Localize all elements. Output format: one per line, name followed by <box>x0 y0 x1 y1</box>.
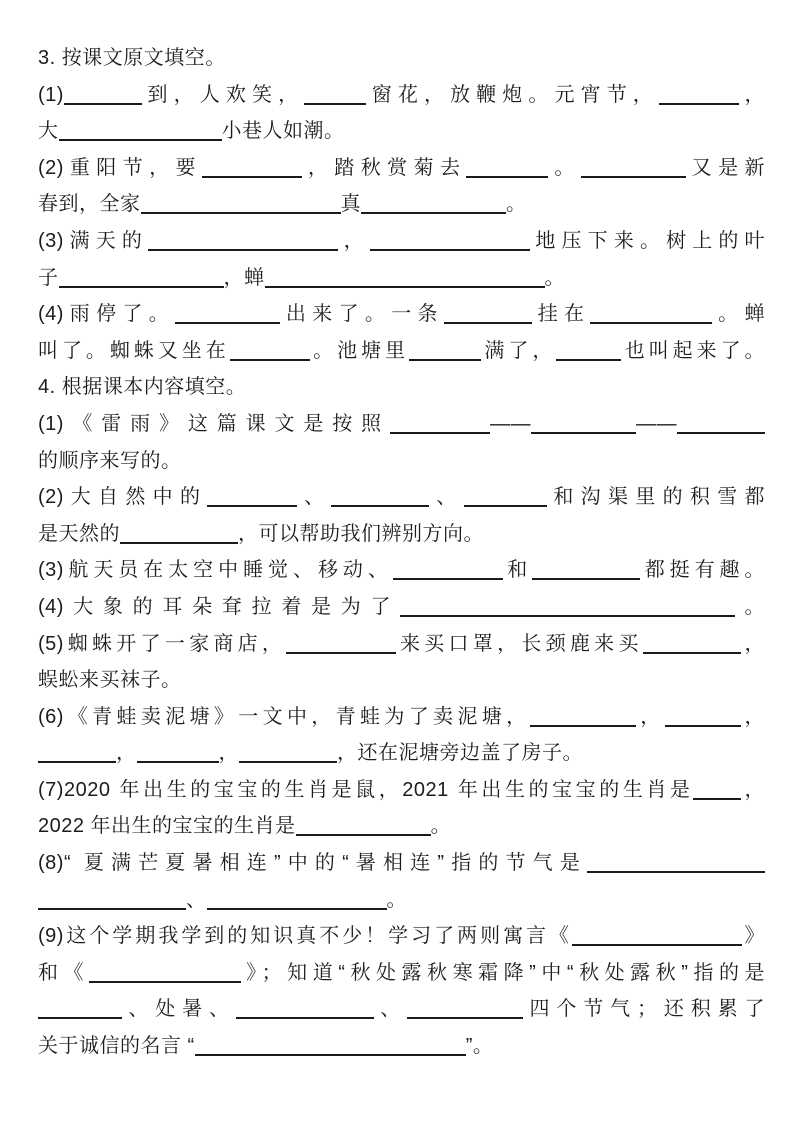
text-run: 、 <box>297 486 332 509</box>
section-heading <box>38 369 765 406</box>
blank-field <box>407 1015 523 1019</box>
worksheet-line <box>38 808 765 845</box>
text-run: 的顺序来写的。 <box>38 449 182 472</box>
blank-field <box>207 503 297 507</box>
worksheet-line <box>38 186 765 223</box>
text-run: 》 <box>742 925 765 948</box>
blank-field <box>693 796 741 800</box>
blank-field <box>581 174 686 178</box>
text-run: 到，人欢笑， <box>141 83 305 106</box>
text-run: 挂在 <box>531 303 591 326</box>
blank-field <box>38 759 116 763</box>
worksheet-line <box>38 735 765 772</box>
blank-field <box>331 503 429 507</box>
blank-field <box>556 357 621 361</box>
text-run: 蜈蚣来买袜子。 <box>38 669 182 692</box>
blank-field <box>370 247 530 251</box>
text-run: ，踏秋赏菊去 <box>301 156 467 179</box>
blank-field <box>64 101 142 105</box>
blank-field <box>59 284 224 288</box>
blank-field <box>148 247 338 251</box>
text-run: 来买口罩，长颈鹿来买 <box>396 632 643 655</box>
blank-field <box>141 210 341 214</box>
text-run: 、 <box>373 998 408 1021</box>
text-run: 和《 <box>38 961 90 984</box>
blank-field <box>532 576 640 580</box>
text-run: ”。 <box>465 1035 494 1058</box>
blank-field <box>236 1015 374 1019</box>
text-run: —— <box>490 412 531 435</box>
blank-field <box>230 357 310 361</box>
blank-field <box>643 650 741 654</box>
worksheet-line <box>38 589 765 626</box>
text-run: 。 <box>430 815 452 838</box>
text-run: (4)雨停了。 <box>38 303 176 326</box>
worksheet-line <box>38 662 765 699</box>
text-run: ， <box>741 778 765 801</box>
text-run: 大 <box>38 120 59 143</box>
text-run: 又是新 <box>685 156 766 179</box>
blank-field <box>361 210 506 214</box>
worksheet-line <box>38 406 765 443</box>
text-run: (5)蜘蛛开了一家商店， <box>38 632 287 655</box>
blank-field <box>38 1015 122 1019</box>
worksheet-line <box>38 150 765 187</box>
blank-field <box>195 1052 466 1056</box>
blank-field <box>390 430 490 434</box>
text-run: ， <box>338 229 370 252</box>
blank-field <box>296 832 431 836</box>
text-run: 小巷人如潮。 <box>221 120 345 143</box>
blank-field <box>572 942 742 946</box>
text-run: (7)2020 年出生的宝宝的生肖是鼠，2021 年出生的宝宝的生肖是 <box>38 778 694 801</box>
worksheet-line <box>38 223 765 260</box>
text-run: 、 <box>429 486 464 509</box>
blank-field <box>265 284 545 288</box>
worksheet-line <box>38 1028 765 1065</box>
blank-field <box>677 430 765 434</box>
text-run: (2)重阳节，要 <box>38 156 202 179</box>
blank-field <box>89 979 241 983</box>
text-run: 真 <box>340 193 361 216</box>
text-run: 也叫起来了。 <box>621 339 766 362</box>
text-run: 》；知道“秋处露秋寒霜降”中“秋处露秋”指的是 <box>241 961 766 984</box>
text-run: 是天然的 <box>38 522 120 545</box>
text-run: 和沟渠里的积雪都 <box>546 486 766 509</box>
text-run: ， <box>116 742 137 765</box>
text-run: 、 <box>186 888 207 911</box>
text-run: 子 <box>38 266 59 289</box>
section-heading <box>38 40 765 77</box>
text-run: ， <box>636 705 665 728</box>
blank-field <box>286 650 396 654</box>
text-run: (2)大自然中的 <box>38 486 208 509</box>
text-run: 窗花，放鞭炮。元宵节， <box>366 83 659 106</box>
blank-field <box>587 869 765 873</box>
blank-field <box>530 723 636 727</box>
blank-field <box>444 320 532 324</box>
blank-field <box>38 906 186 910</box>
worksheet-line <box>38 699 765 736</box>
text-run: (8)“ 夏满芒夏暑相连”中的“暑相连”指的节气是 <box>38 852 587 875</box>
text-run: ， <box>738 83 766 106</box>
text-run: 3. 按课文原文填空。 <box>38 47 226 69</box>
blank-field <box>304 101 366 105</box>
blank-field <box>590 320 712 324</box>
text-run: ， <box>740 705 766 728</box>
text-run: 满了， <box>480 339 557 362</box>
text-run: ，蝉 <box>223 266 265 289</box>
worksheet-line <box>38 333 765 370</box>
text-run: (3)满天的 <box>38 229 148 252</box>
text-run: ，还在泥塘旁边盖了房子。 <box>337 742 583 765</box>
text-run: 四个节气；还积累了 <box>523 998 765 1021</box>
text-run: 、处暑、 <box>122 998 236 1021</box>
text-run: ，可以帮助我们辨别方向。 <box>238 522 484 545</box>
blank-field <box>239 759 337 763</box>
worksheet-line <box>38 955 765 992</box>
text-run: (1)《雷雨》这篇课文是按照 <box>38 412 390 435</box>
text-run: 。 <box>506 193 527 216</box>
blank-field <box>393 576 503 580</box>
text-run: 春到，全家 <box>38 193 141 216</box>
text-run: (6)《青蛙卖泥塘》一文中，青蛙为了卖泥塘， <box>38 705 531 728</box>
blank-field <box>466 174 548 178</box>
text-run: (1) <box>38 83 64 106</box>
blank-field <box>59 137 222 141</box>
text-run: (4)大象的耳朵耷拉着是为了 <box>38 595 401 618</box>
text-run: 关于诚信的名言 “ <box>38 1035 195 1058</box>
blank-field <box>464 503 547 507</box>
text-run: (3)航天员在太空中睡觉、移动、 <box>38 559 393 582</box>
blank-field <box>207 906 387 910</box>
text-run: 。 <box>735 595 765 618</box>
worksheet-line <box>38 443 765 480</box>
text-run: 叫了。蜘蛛又坐在 <box>38 339 230 362</box>
text-run: 。 <box>548 156 581 179</box>
worksheet-line <box>38 479 765 516</box>
blank-field <box>120 540 238 544</box>
worksheet-line <box>38 845 765 882</box>
worksheet-line <box>38 772 765 809</box>
text-run: (9)这个学期我学到的知识真不少！学习了两则寓言《 <box>38 925 573 948</box>
worksheet-line <box>38 516 765 553</box>
text-run: ， <box>218 742 239 765</box>
worksheet-line <box>38 260 765 297</box>
blank-field <box>659 101 739 105</box>
blank-field <box>531 430 636 434</box>
worksheet-line <box>38 77 765 114</box>
worksheet-line <box>38 882 765 919</box>
worksheet-line <box>38 918 765 955</box>
blank-field <box>137 759 219 763</box>
blank-field <box>400 613 735 617</box>
worksheet-line <box>38 991 765 1028</box>
blank-field <box>665 723 741 727</box>
worksheet-line <box>38 296 765 333</box>
worksheet-line <box>38 113 765 150</box>
text-run: 都挺有趣。 <box>640 559 766 582</box>
text-run: 地压下来。树上的叶 <box>529 229 766 252</box>
text-run: ， <box>740 632 766 655</box>
blank-field <box>175 320 280 324</box>
text-run: 和 <box>502 559 533 582</box>
text-run: 出来了。一条 <box>280 303 444 326</box>
text-run: 。 <box>386 888 407 911</box>
worksheet-line <box>38 626 765 663</box>
text-run: 4. 根据课本内容填空。 <box>38 376 247 399</box>
worksheet-line <box>38 552 765 589</box>
text-run: —— <box>636 412 677 435</box>
blank-field <box>202 174 302 178</box>
text-run: 。池塘里 <box>309 339 409 362</box>
text-run: 2022 年出生的宝宝的生肖是 <box>38 815 296 838</box>
blank-field <box>409 357 481 361</box>
text-run: 。 <box>544 266 565 289</box>
text-run: 。蝉 <box>712 303 766 326</box>
